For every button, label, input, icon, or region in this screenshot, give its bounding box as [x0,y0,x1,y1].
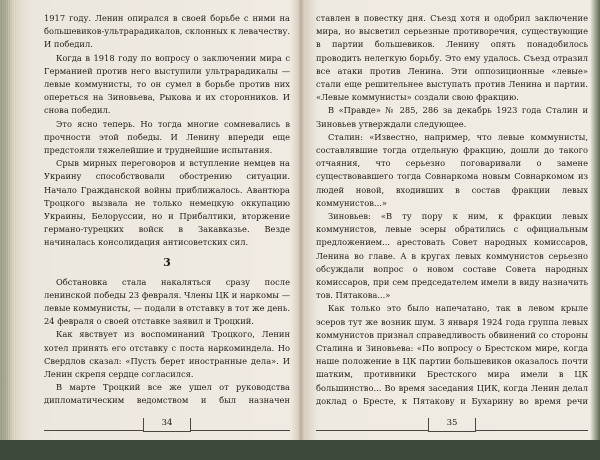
page-number-left: 34 [143,418,191,432]
left-paragraph-1: 1917 году. Ленин опирался в своей борьбе с ними на большевиков-ультрарадикалов, склонных к левачеству. И победил. [44,13,290,50]
left-footer [44,416,290,434]
chapter-number: 3 [163,255,171,269]
right-paragraph-4: Зиновьев: «В ту пору к ним, к фракции левых коммунистов, левые эсеры обратились с официальным предложением... арестовать Совет народных комиссаров, Ленина во главе. А в кругах левых коммунистов серьезно обсуждали вопрос о новом составе Совета народных комиссаров, при сем председателем имели в виду назначить тов. Пятакова...» [316,211,588,301]
right-page [316,12,588,410]
footer-rule [316,430,428,431]
footer-rule [44,430,143,431]
left-paragraph-6: Как явствует из воспоминаний Троцкого, Ленин хотел принять его отставку с поста наркоминдела. Но Свердлов сказал: «Пусть берет иностранные дела». И Ленин скрепя сердце согласился. [44,329,290,380]
right-paragraph-2: В «Правде» № 285, 286 за декабрь 1923 года Сталин и Зиновьев утверждали следующее. [316,105,588,129]
left-paragraph-4: Срыв мирных переговоров и вступление немцев на Украину способствовали обострению ситуации. Начало Гражданской войны приближалось. Авантюра Троцкого вызвала не только немецкую оккупацию Украины, Белоруссии, но и Прибалтики, вторжение германо-турецких войск в Закавказье. Везде начиналась консолидация антисоветских сил. [44,158,290,248]
right-footer [316,416,588,434]
page-edges [0,0,16,460]
left-page [44,12,290,410]
page-number-right: 35 [428,418,476,432]
left-paragraph-5: Обстановка стала накаляться сразу после ленинской победы 23 февраля. Члены ЦК и наркомы — левые коммунисты, — подали в отставку в тот же день. 24 февраля о своей отставке заявил и Троцкий. [44,276,290,327]
left-paragraph-3: Это ясно теперь. Но тогда многие сомневались в прочности этой победы. И Ленину впереди еще предстояли тяжелейшие и труднейшие испытания. [44,118,290,156]
footer-rule [191,430,290,431]
left-paragraph-7: В марте Троцкий все же ушел от руководства дипломатическим ведомством и был назначен [44,382,290,406]
right-paragraph-1: ставлен в повестку дня. Съезд хотя и одобрил заключение мира, но высветил серьезные противоречия, существующие в партии большевиков. Ленину опять понадобилось проводить нелегкую борьбу. Это ему удалось. Съезд отразил все атаки против Ленина. Эти оппозиционные «левые» стали еще решительнее выступать против Ленина и партии. «Левые коммунисты» создали свою фракцию. [316,13,588,103]
right-paragraph-5: Как только это было напечатано, так в левом крыле эсеров тут же возник шум. 3 января 1924 года группа левых коммунистов признал справедливость обвинений со стороны Сталина и Зиновьева: «По вопросу о Брестском мире, когда наше положение в ЦК партии большевиков оказалось почти шатким, противники Брестского мира имели в ЦК большинство... Во время заседания ЦИК, когда Ленин делал доклад о Бресте, к Пятакову и Бухарину во время речи [316,303,588,406]
left-paragraph-2: Когда в 1918 году по вопросу о заключении мира с Германией против него выступили ультрарадикалы — левые коммунисты, то он сумел в борьбе против них опереться на Зиновьева, Рыкова и их сторонников. И снова победил. [44,52,290,116]
bottom-shadow [0,440,600,460]
footer-rule [476,430,588,431]
right-paragraph-3: Сталин: «Известно, например, что левые коммунисты, составлявшие тогда отдельную фракцию, дошли до такого отчаяния, что серьезно поговаривали о замене существовавшего тогда Совнаркома новым Совнаркомом из людей новой, входивших в состав фракции левых коммунистов...» [316,131,588,208]
